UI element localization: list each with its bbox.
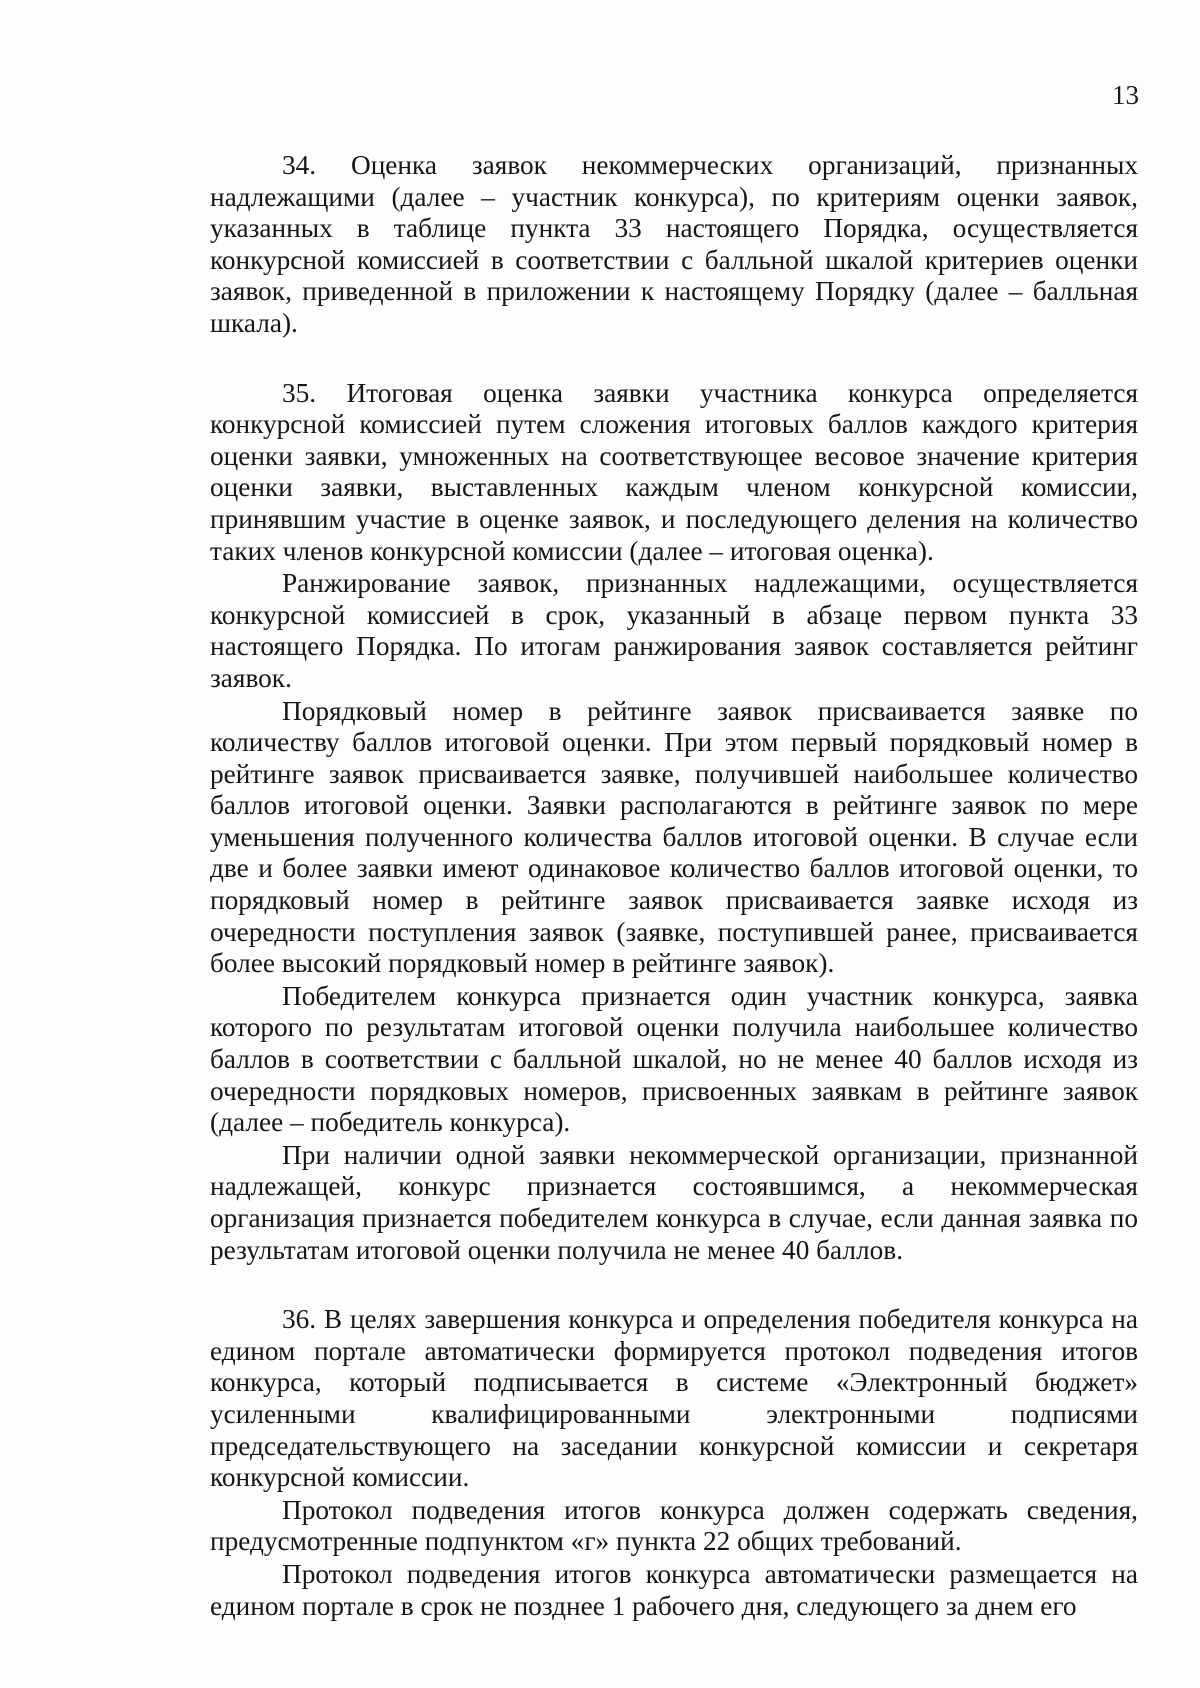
paragraph-35: 35. Итоговая оценка заявки участника конкурса определяется конкурсной комиссией путем сложения итоговых баллов каждого критерия оценки заявки, умноженных на соответствующее весовое значение критерия оценки заявки, выставленных каждым членом конкурсной комиссии, принявшим участие в оценке заявок, и последующего деления на количество таких членов конкурсной комиссии (далее – итоговая оценка). [210,377,1138,566]
paragraph-protocol-publication: Протокол подведения итогов конкурса автоматически размещается на едином портале в срок не позднее 1 рабочего дня, следующего за днем его [210,1558,1138,1621]
paragraph-ranking: Ранжирование заявок, признанных надлежащими, осуществляется конкурсной комиссией в срок, указанный в абзаце первом пункта 33 настоящего Порядка. По итогам ранжирования заявок составляется рейтинг заявок. [210,568,1138,693]
page-number: 13 [1112,80,1139,110]
paragraph-36: 36. В целях завершения конкурса и определения победителя конкурса на едином портале автоматически формируется протокол подведения итогов конкурса, который подписывается в системе «Электронный бюджет» усиленными квалифицированными электронными подписями председательствующего на заседании конкурсной комиссии и секретаря конкурсной комиссии. [210,1304,1138,1493]
document-body [210,150,1138,1622]
paragraph-rating-number: Порядковый номер в рейтинге заявок присваивается заявке по количеству баллов итоговой оценки. При этом первый порядковый номер в рейтинге заявок присваивается заявке, получившей наибольшее количество баллов итоговой оценки. Заявки располагаются в рейтинге заявок по мере уменьшения полученного количества баллов итоговой оценки. В случае если две и более заявки имеют одинаковое количество баллов итоговой оценки, то порядковый номер в рейтинге заявок присваивается заявке исходя из очередности поступления заявок (заявке, поступившей ранее, присваивается более высокий порядковый номер в рейтинге заявок). [210,695,1138,979]
paragraph-protocol-content: Протокол подведения итогов конкурса должен содержать сведения, предусмотренные подпунктом «г» пункта 22 общих требований. [210,1494,1138,1557]
paragraph-34: 34. Оценка заявок некоммерческих организаций, признанных надлежащими (далее – участник конкурса), по критериям оценки заявок, указанных в таблице пункта 33 настоящего Порядка, осуществляется конкурсной комиссией в соответствии с балльной шкалой критериев оценки заявок, приведенной в приложении к настоящему Порядку (далее – балльная шкала). [210,150,1138,338]
paragraph-winner: Победителем конкурса признается один участник конкурса, заявка которого по результатам итоговой оценки получила наибольшее количество баллов в соответствии с балльной шкалой, но не менее 40 баллов исходя из очередности порядковых номеров, присвоенных заявкам в рейтинге заявок (далее – победитель конкурса). [210,980,1138,1138]
paragraph-single-application: При наличии одной заявки некоммерческой организации, признанной надлежащей, конкурс признается состоявшимся, а некоммерческая организация признается победителем конкурса в случае, если данная заявка по результатам итоговой оценки получила не менее 40 баллов. [210,1139,1138,1265]
